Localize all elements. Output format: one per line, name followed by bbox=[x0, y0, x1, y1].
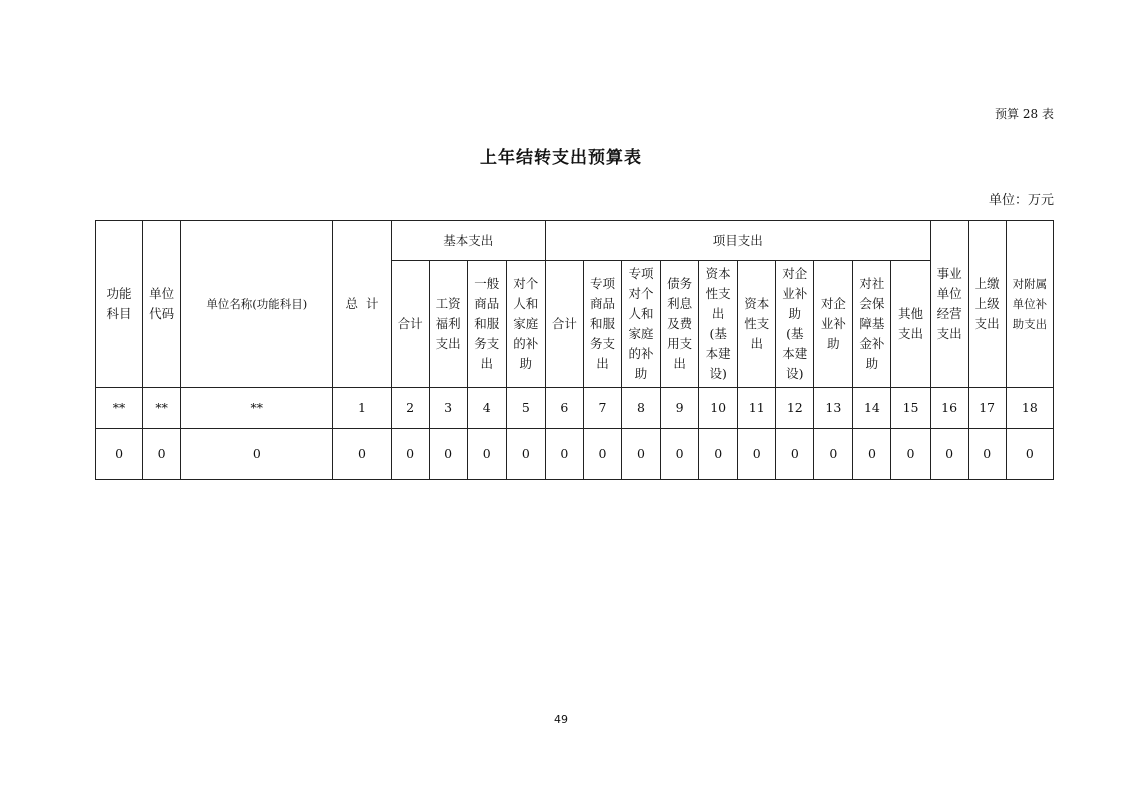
page-number: 49 bbox=[554, 713, 568, 726]
header-basic-household: 对个人和家庭的补助 bbox=[506, 261, 545, 388]
value-cell: 0 bbox=[96, 429, 143, 480]
code-cell: 1 bbox=[333, 388, 391, 429]
header-project-total: 合计 bbox=[545, 261, 583, 388]
value-cell: 0 bbox=[699, 429, 738, 480]
value-cell: 0 bbox=[968, 429, 1006, 480]
value-cell: 0 bbox=[814, 429, 853, 480]
header-project-household: 专项对个人和家庭的补助 bbox=[621, 261, 660, 388]
value-cell: 0 bbox=[853, 429, 891, 480]
code-cell: 4 bbox=[467, 388, 506, 429]
header-project-debt: 债务利息及费用支出 bbox=[661, 261, 699, 388]
value-cell: 0 bbox=[467, 429, 506, 480]
code-cell: 18 bbox=[1006, 388, 1053, 429]
code-row bbox=[96, 388, 1054, 429]
table-number: 预算 28 表 bbox=[995, 107, 1054, 121]
header-unit-code: 单位代码 bbox=[143, 221, 181, 388]
value-cell: 0 bbox=[621, 429, 660, 480]
header-project-other: 其他支出 bbox=[891, 261, 930, 388]
code-cell: 8 bbox=[621, 388, 660, 429]
page-title: 上年结转支出预算表 bbox=[480, 148, 642, 168]
code-cell: ** bbox=[143, 388, 181, 429]
value-cell: 0 bbox=[545, 429, 583, 480]
code-cell: 15 bbox=[891, 388, 930, 429]
header-basic-wage: 工资福利支出 bbox=[429, 261, 467, 388]
header-unit-name: 单位名称(功能科目) bbox=[181, 221, 333, 388]
code-cell: 13 bbox=[814, 388, 853, 429]
code-cell: 14 bbox=[853, 388, 891, 429]
header-basic-group: 基本支出 bbox=[391, 221, 545, 261]
header-project-group: 项目支出 bbox=[545, 221, 930, 261]
value-cell: 0 bbox=[776, 429, 814, 480]
code-cell: ** bbox=[181, 388, 333, 429]
unit-label: 单位：万元 bbox=[988, 193, 1054, 208]
value-cell: 0 bbox=[143, 429, 181, 480]
header-project-capital-build: 资本性支出(基本建设) bbox=[699, 261, 738, 388]
value-cell: 0 bbox=[583, 429, 621, 480]
header-project-capital: 资本性支出 bbox=[738, 261, 776, 388]
code-cell: 2 bbox=[391, 388, 429, 429]
header-project-enterprise: 对企业补助 bbox=[814, 261, 853, 388]
value-cell: 0 bbox=[429, 429, 467, 480]
value-cell: 0 bbox=[391, 429, 429, 480]
code-cell: 5 bbox=[506, 388, 545, 429]
code-cell: 7 bbox=[583, 388, 621, 429]
value-cell: 0 bbox=[506, 429, 545, 480]
header-project-enterprise-build: 对企业补助(基本建设) bbox=[776, 261, 814, 388]
code-cell: 12 bbox=[776, 388, 814, 429]
budget-table bbox=[95, 220, 1054, 480]
value-cell: 0 bbox=[891, 429, 930, 480]
code-cell: 10 bbox=[699, 388, 738, 429]
code-cell: 3 bbox=[429, 388, 467, 429]
value-cell: 0 bbox=[181, 429, 333, 480]
value-cell: 0 bbox=[661, 429, 699, 480]
code-cell: 16 bbox=[930, 388, 968, 429]
code-cell: 11 bbox=[738, 388, 776, 429]
header-project-social: 对社会保障基金补助 bbox=[853, 261, 891, 388]
header-upper: 上缴上级支出 bbox=[968, 221, 1006, 388]
header-subsidiary: 对附属单位补助支出 bbox=[1006, 221, 1053, 388]
header-func-subject: 功能科目 bbox=[96, 221, 143, 388]
value-cell: 0 bbox=[738, 429, 776, 480]
code-cell: 17 bbox=[968, 388, 1006, 429]
code-cell: 6 bbox=[545, 388, 583, 429]
header-business: 事业单位经营支出 bbox=[930, 221, 968, 388]
header-total: 总 计 bbox=[333, 221, 391, 388]
value-row bbox=[96, 429, 1054, 480]
header-basic-goods: 一般商品和服务支出 bbox=[467, 261, 506, 388]
value-cell: 0 bbox=[930, 429, 968, 480]
header-basic-total: 合计 bbox=[391, 261, 429, 388]
value-cell: 0 bbox=[1006, 429, 1053, 480]
header-project-goods: 专项商品和服务支出 bbox=[583, 261, 621, 388]
code-cell: ** bbox=[96, 388, 143, 429]
code-cell: 9 bbox=[661, 388, 699, 429]
value-cell: 0 bbox=[333, 429, 391, 480]
